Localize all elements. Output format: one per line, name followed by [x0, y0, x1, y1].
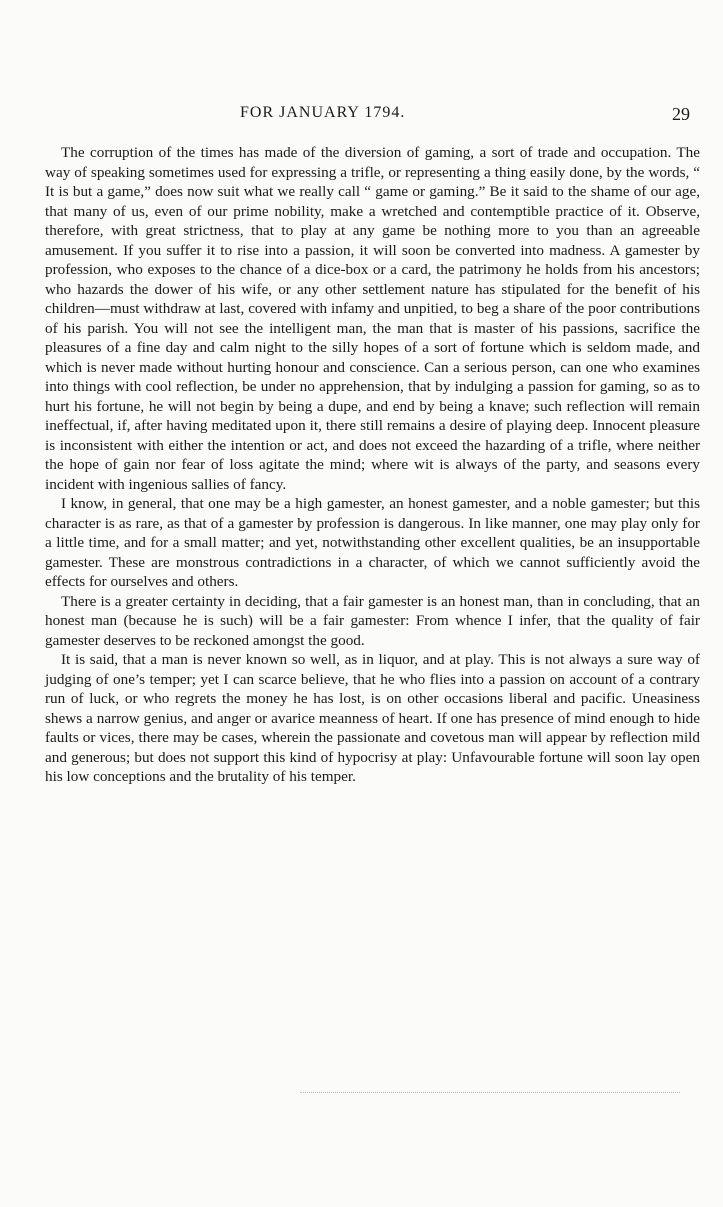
- page-number: 29: [672, 104, 690, 124]
- body-text: [45, 143, 700, 787]
- paragraph-gaming-corruption: The corruption of the times has made of the diversion of gaming, a sort of trade and occupation. The way of speaking sometimes used for expressing a trifle, or representing a thing easily done, by the words, “ It is but a game,” does now suit what we really call “ game or gaming.” Be it said to the shame of our age, that many of us, even of our prime nobility, make a wretched and contemptible practice of it. Observe, therefore, with great strictness, that to play at any game be nothing more to you than an agreeable amusement. If you suffer it to rise into a passion, it will soon be converted into madness. A gamester by profession, who exposes to the chance of a dice-box or a card, the patrimony he holds from his ancestors; who hazards the dower of his wife, or any other settlement nature has stipulated for the benefit of his children—must withdraw at last, covered with infamy and unpitied, to beg a share of the poor contributions of his parish. You will not see the intelligent man, the man that is master of his passions, sacrifice the pleasures of a fine day and calm night to the silly hopes of a sort of fortune which is seldom made, and which is never made without hurting honour and conscience. Can a serious person, can one who examines into things with cool reflection, be under no apprehension, that by indulging a passion for gaming, so as to hurt his fortune, he will not begin by being a dupe, and end by being a knave; such reflection will remain ineffectual, if, after having meditated upon it, there still remains a desire of playing deep. Innocent pleasure is inconsistent with either the intention or act, and does not exceed the hazarding of a trifle, where neither the hope of gain nor fear of loss agitate the mind; where wit is always of the party, and seasons every incident with ingenious sallies of fancy.: [45, 144, 700, 493]
- paragraph-liquor-and-play: It is said, that a man is never known so well, as in liquor, and at play. This is not always a sure way of judging of one’s temper; yet I can scarce believe, that he who flies into a passion on account of a contrary run of luck, or who regrets the money he has lost, is on other occasions liberal and pacific. Uneasiness shews a narrow genius, and anger or avarice meanness of heart. If one has presence of mind enough to hide faults or vices, there may be cases, wherein the passionate and covetous man will appear by reflection mild and generous; but does not support this kind of hypocrisy at play: Unfavourable fortune will soon lay open his low conceptions and the brutality of his temper.: [45, 651, 700, 785]
- bottom-rule: [300, 1092, 680, 1093]
- paragraph-high-gamester: I know, in general, that one may be a high gamester, an honest gamester, and a noble gamester; but this character is as rare, as that of a gamester by profession is dangerous. In like manner, one may play only for a little time, and for a small matter; and yet, notwithstanding other excellent qualities, be an insupportable gamester. These are monstrous contradictions in a character, of which we cannot sufficiently avoid the effects for ourselves and others.: [45, 495, 700, 590]
- running-head: FOR JANUARY 1794.: [240, 104, 406, 121]
- paragraph-fair-gamester: There is a greater certainty in deciding, that a fair gamester is an honest man, than in concluding, that an honest man (because he is such) will be a fair gamester: From whence I infer, that the quality of fair gamester deserves to be reckoned amongst the good.: [45, 592, 700, 649]
- page-header: [0, 100, 723, 126]
